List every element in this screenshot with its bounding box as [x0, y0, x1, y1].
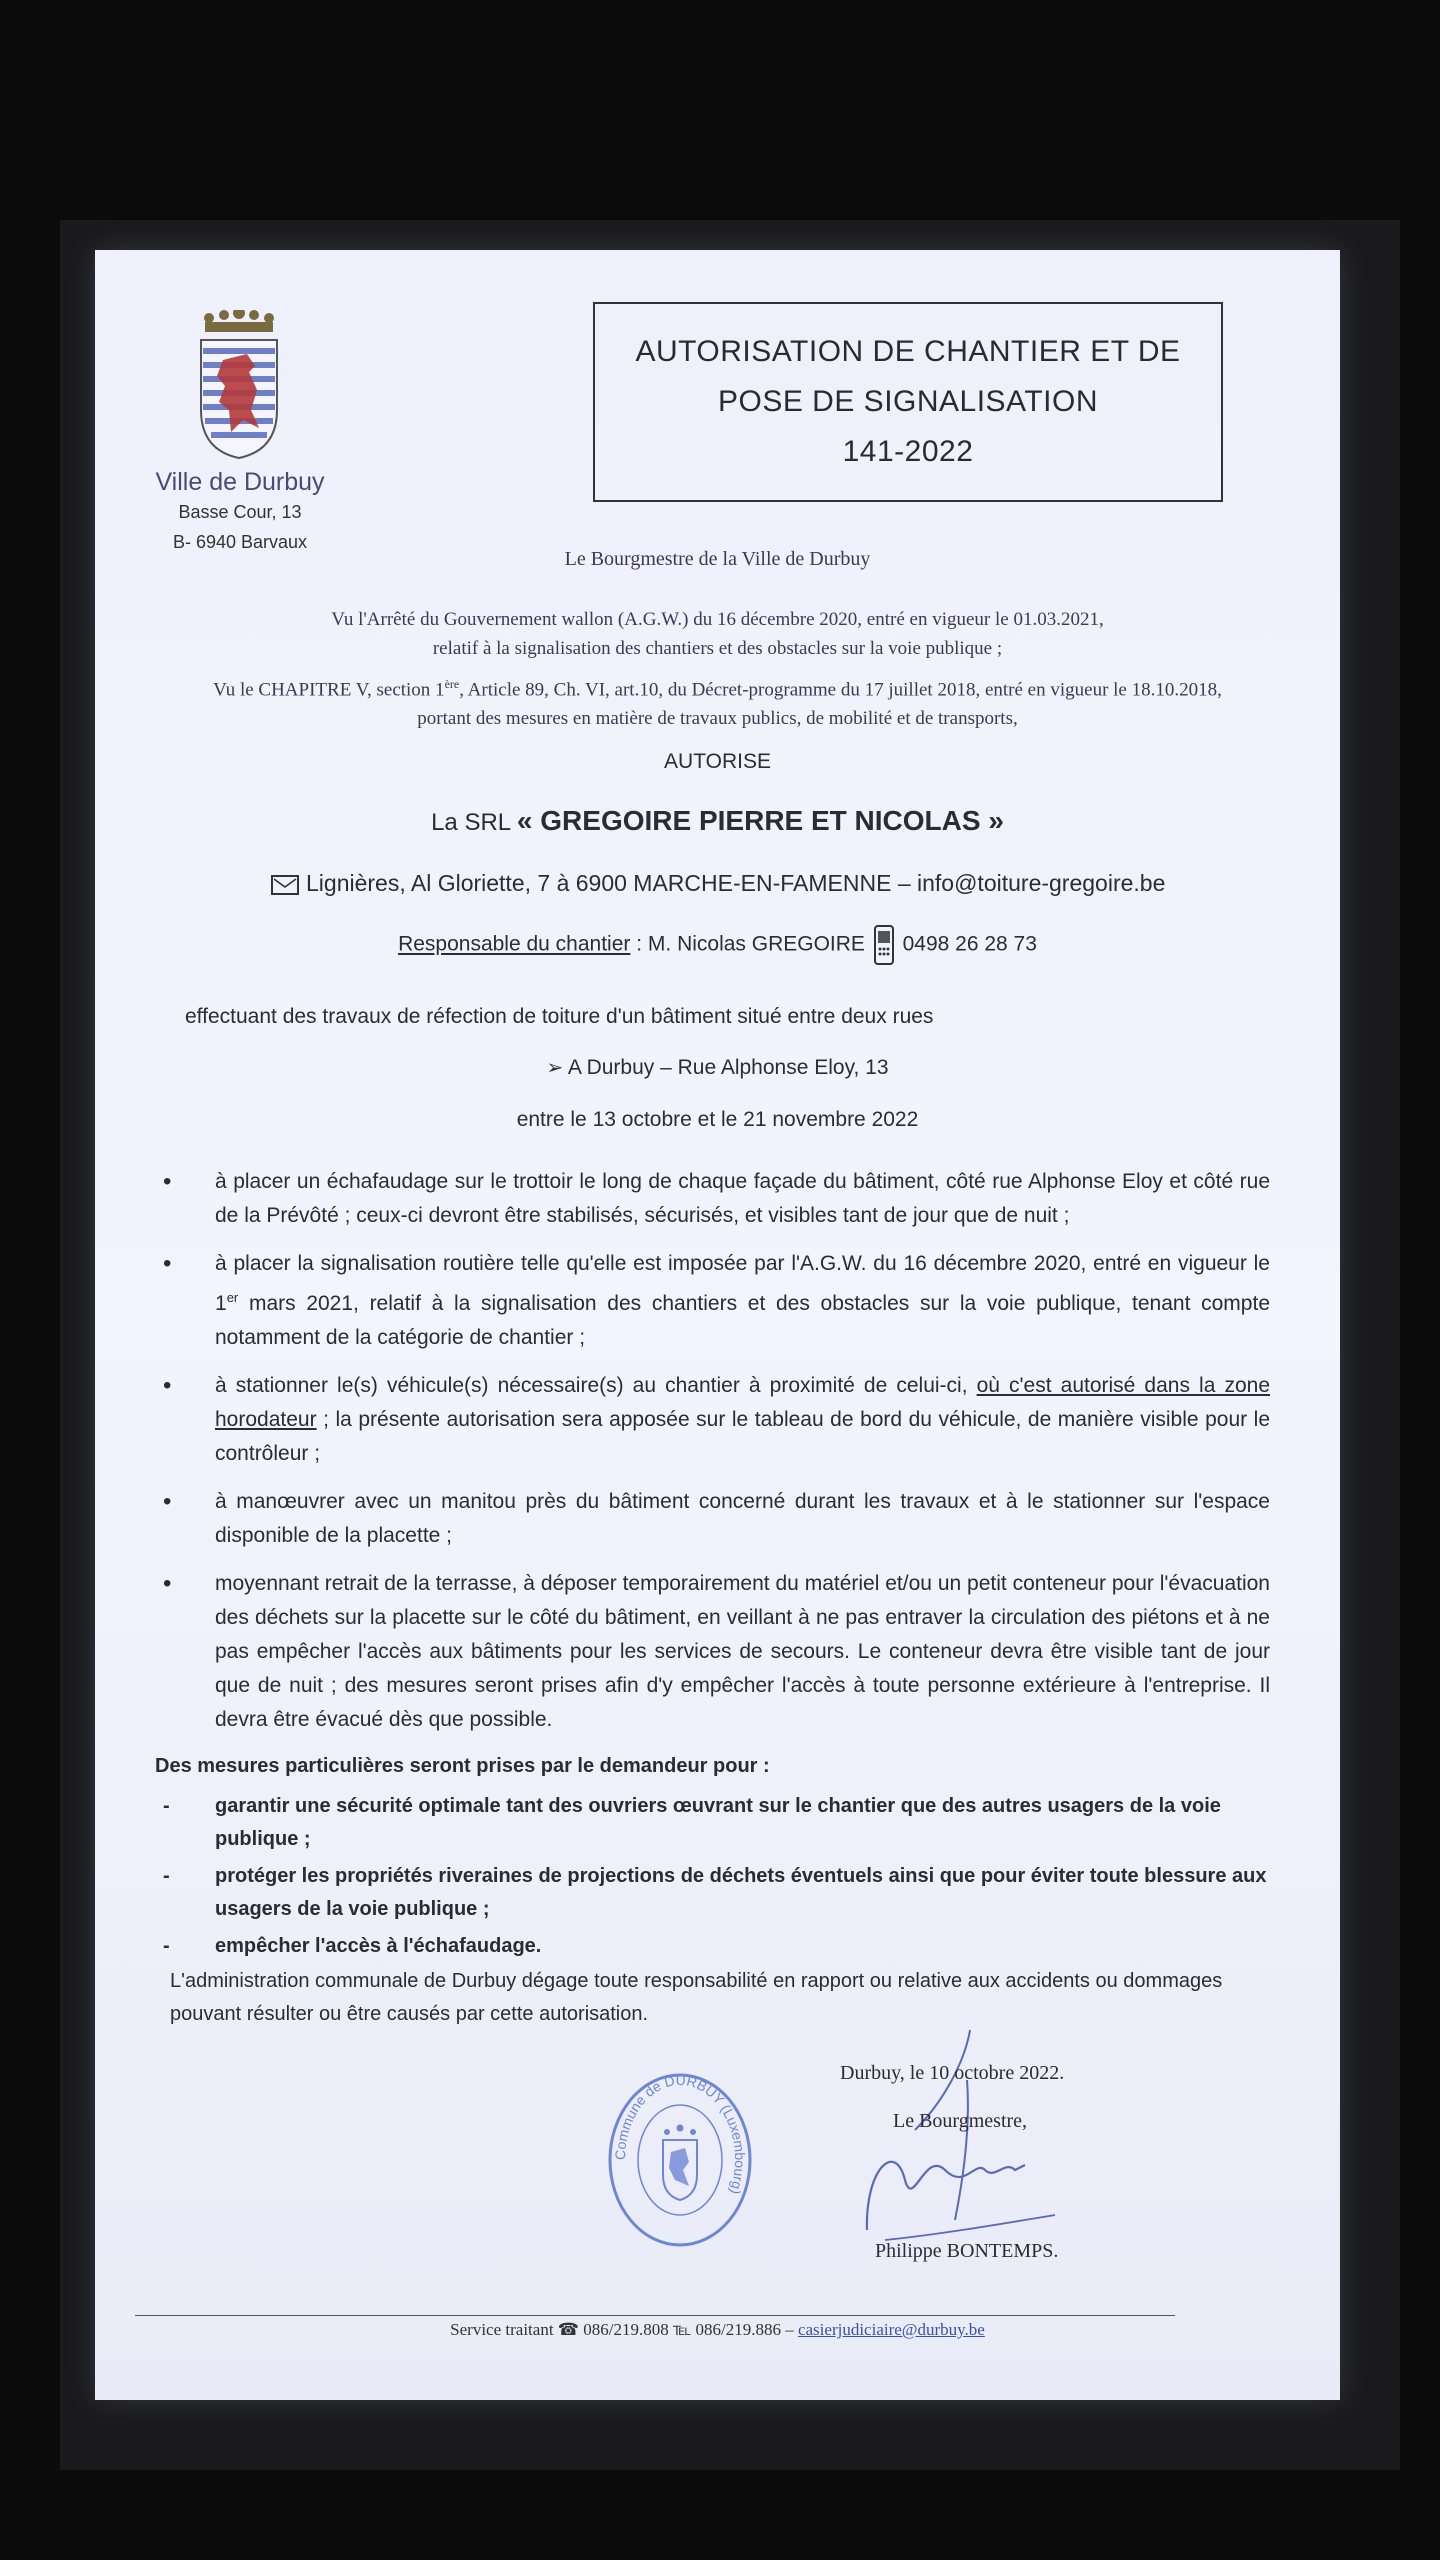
authorizes-heading: AUTORISE — [664, 750, 771, 773]
condition-3-underlined: où c'est autorisé dans la zone horodateur — [215, 1374, 1270, 1431]
condition-3-post: ; la présente autorisation sera apposée sur le tableau de bord du véhicule, de manière visible pour le contrôleur ; — [215, 1408, 1270, 1465]
company-name: « GREGOIRE PIERRE ET NICOLAS » — [516, 805, 1004, 836]
issuer: Le Bourgmestre de la Ville de Durbuy — [564, 548, 871, 570]
conditions-list — [155, 1165, 1270, 1751]
durbuy-coat-of-arms-icon — [195, 310, 283, 460]
legal-basis-2-post: , Article 89, Ch. VI, art.10, du Décret-programme du 17 juillet 2018, entré en vigueur le 18.10.2018, — [459, 679, 1222, 701]
condition-item: • à manœuvrer avec un manitou près du bâtiment concerné durant les travaux et à le stationner sur l'espace disponible de la placette ; — [155, 1485, 1270, 1553]
legal-basis-2-pre: Vu le CHAPITRE V, section 1 — [213, 679, 445, 701]
company-prefix: La SRL — [431, 809, 511, 836]
fax-icon: ℡ — [672, 2320, 692, 2339]
footer-label: Service traitant — [450, 2320, 554, 2339]
title-line-1: AUTORISATION DE CHANTIER ET DE — [635, 335, 1181, 368]
company-line — [95, 805, 1340, 837]
company-address: Lignières, Al Gloriette, 7 à 6900 MARCHE-EN-FAMENNE – info@toiture-gregoire.be — [306, 870, 1166, 896]
footer — [95, 2320, 1340, 2340]
measure-item: - garantir une sécurité optimale tant des ouvriers œuvrant sur le chantier que des autres usagers de la voie publique ; — [155, 1790, 1270, 1856]
signatory-name: Philippe BONTEMPS. — [875, 2240, 1059, 2262]
telephone-icon: ☎ — [557, 2320, 579, 2339]
signature-date: Durbuy, le 10 octobre 2022. — [840, 2062, 1065, 2084]
responsible-label: Responsable du chantier — [398, 932, 631, 956]
stamp-text: Commune de DURBUY (Luxembourg) — [611, 2071, 749, 2197]
legal-basis-1-line2: relatif à la signalisation des chantiers et des obstacles sur la voie publique ; — [432, 638, 1003, 659]
footer-dash: – — [785, 2320, 794, 2339]
location-line — [95, 1055, 1340, 1080]
condition-item: • à placer un échafaudage sur le trottoir le long de chaque façade du bâtiment, côté rue Alphonse Eloy et côté rue de la Prévôté ; ceux-ci devront être stabilisés, sécurisés, et visibles tant de jour que de nuit ; — [155, 1165, 1270, 1233]
works-description: effectuant des travaux de réfection de toiture d'un bâtiment situé entre deux rues — [185, 1005, 934, 1028]
municipal-stamp-icon — [605, 2070, 755, 2250]
legal-basis-1 — [95, 605, 1340, 663]
title-line-2: POSE DE SIGNALISATION — [717, 385, 1099, 418]
condition-item: • moyennant retrait de la terrasse, à déposer temporairement du matériel et/ou un petit conteneur pour l'évacuation des déchets sur la placette sur le côté du bâtiment, en veillant à ne pas entraver la circulation des piétons et à ne pas empêcher l'accès aux bâtiments pour les services de secours. Le conteneur devra être visible tant de jour que de nuit ; des mesures seront prises afin d'y empêcher l'accès à toute personne extérieure à l'entreprise. Il devra être évacué dès que possible. — [155, 1567, 1270, 1737]
measure-item: - protéger les propriétés riveraines de projections de déchets éventuels ainsi que pour éviter toute blessure aux usagers de la voie publique ; — [155, 1860, 1270, 1926]
measures-title: Des mesures particulières seront prises par le demandeur pour : — [155, 1755, 770, 1777]
envelope-icon — [270, 873, 300, 897]
responsible-name: : M. Nicolas GREGOIRE — [636, 932, 865, 956]
footer-email-link[interactable]: casierjudiciaire@durbuy.be — [797, 2320, 985, 2339]
title-line-3: 141-2022 — [842, 435, 974, 468]
footer-phone: 086/219.808 — [583, 2320, 669, 2339]
company-address-line — [95, 870, 1340, 897]
document-title-box — [593, 302, 1223, 502]
signature-title: Le Bourgmestre, — [893, 2110, 1028, 2132]
condition-2-post: mars 2021, relatif à la signalisation des chantiers et des obstacles sur la voie publique, tenant compte notamment de la catégorie de chantier ; — [215, 1292, 1270, 1349]
legal-basis-2-sup: ère — [444, 677, 460, 691]
footer-fax: 086/219.886 — [695, 2320, 781, 2339]
responsible-phone: 0498 26 28 73 — [902, 932, 1037, 956]
condition-2-pre: à placer la signalisation routière telle qu'elle est imposée par l'A.G.W. du 16 décembre 2020, entré en vigueur le 1 — [215, 1252, 1270, 1315]
town-name: Ville de Durbuy — [155, 468, 325, 496]
legal-basis-1-line1: Vu l'Arrêté du Gouvernement wallon (A.G.W.) du 16 décembre 2020, entré en vigueur le 01.03.2021, — [331, 609, 1104, 630]
handwritten-signature — [855, 2020, 1075, 2250]
condition-2-sup: er — [226, 1290, 239, 1305]
measure-item: - empêcher l'accès à l'échafaudage. — [155, 1930, 1270, 1963]
disclaimer: L'administration communale de Durbuy dégage toute responsabilité en rapport ou relative aux accidents ou dommages pouvant résulter ou être causés par cette autorisation. — [170, 1970, 1223, 2025]
location: A Durbuy – Rue Alphonse Eloy, 13 — [567, 1056, 889, 1079]
town-header — [125, 468, 355, 557]
condition-3-pre: à stationner le(s) véhicule(s) nécessaire(s) au chantier à proximité de celui-ci, — [215, 1374, 977, 1397]
responsible-line — [95, 922, 1340, 968]
mobile-phone-icon — [871, 922, 897, 968]
period: entre le 13 octobre et le 21 novembre 2022 — [516, 1108, 919, 1131]
condition-item — [155, 1247, 1270, 1355]
legal-basis-2 — [95, 670, 1340, 733]
condition-item — [155, 1369, 1270, 1471]
legal-basis-2-line2: portant des mesures en matière de travaux publics, de mobilité et de transports, — [417, 708, 1018, 730]
footer-divider — [135, 2315, 1175, 2316]
arrow-bullet-icon: ➢ — [546, 1057, 564, 1079]
town-address-line2: B- 6940 Barvaux — [172, 532, 308, 552]
authorization-document — [95, 250, 1340, 2400]
town-address-line1: Basse Cour, 13 — [178, 502, 302, 522]
measures-list — [155, 1790, 1270, 1967]
legal-basis-2-line1 — [95, 670, 1340, 704]
